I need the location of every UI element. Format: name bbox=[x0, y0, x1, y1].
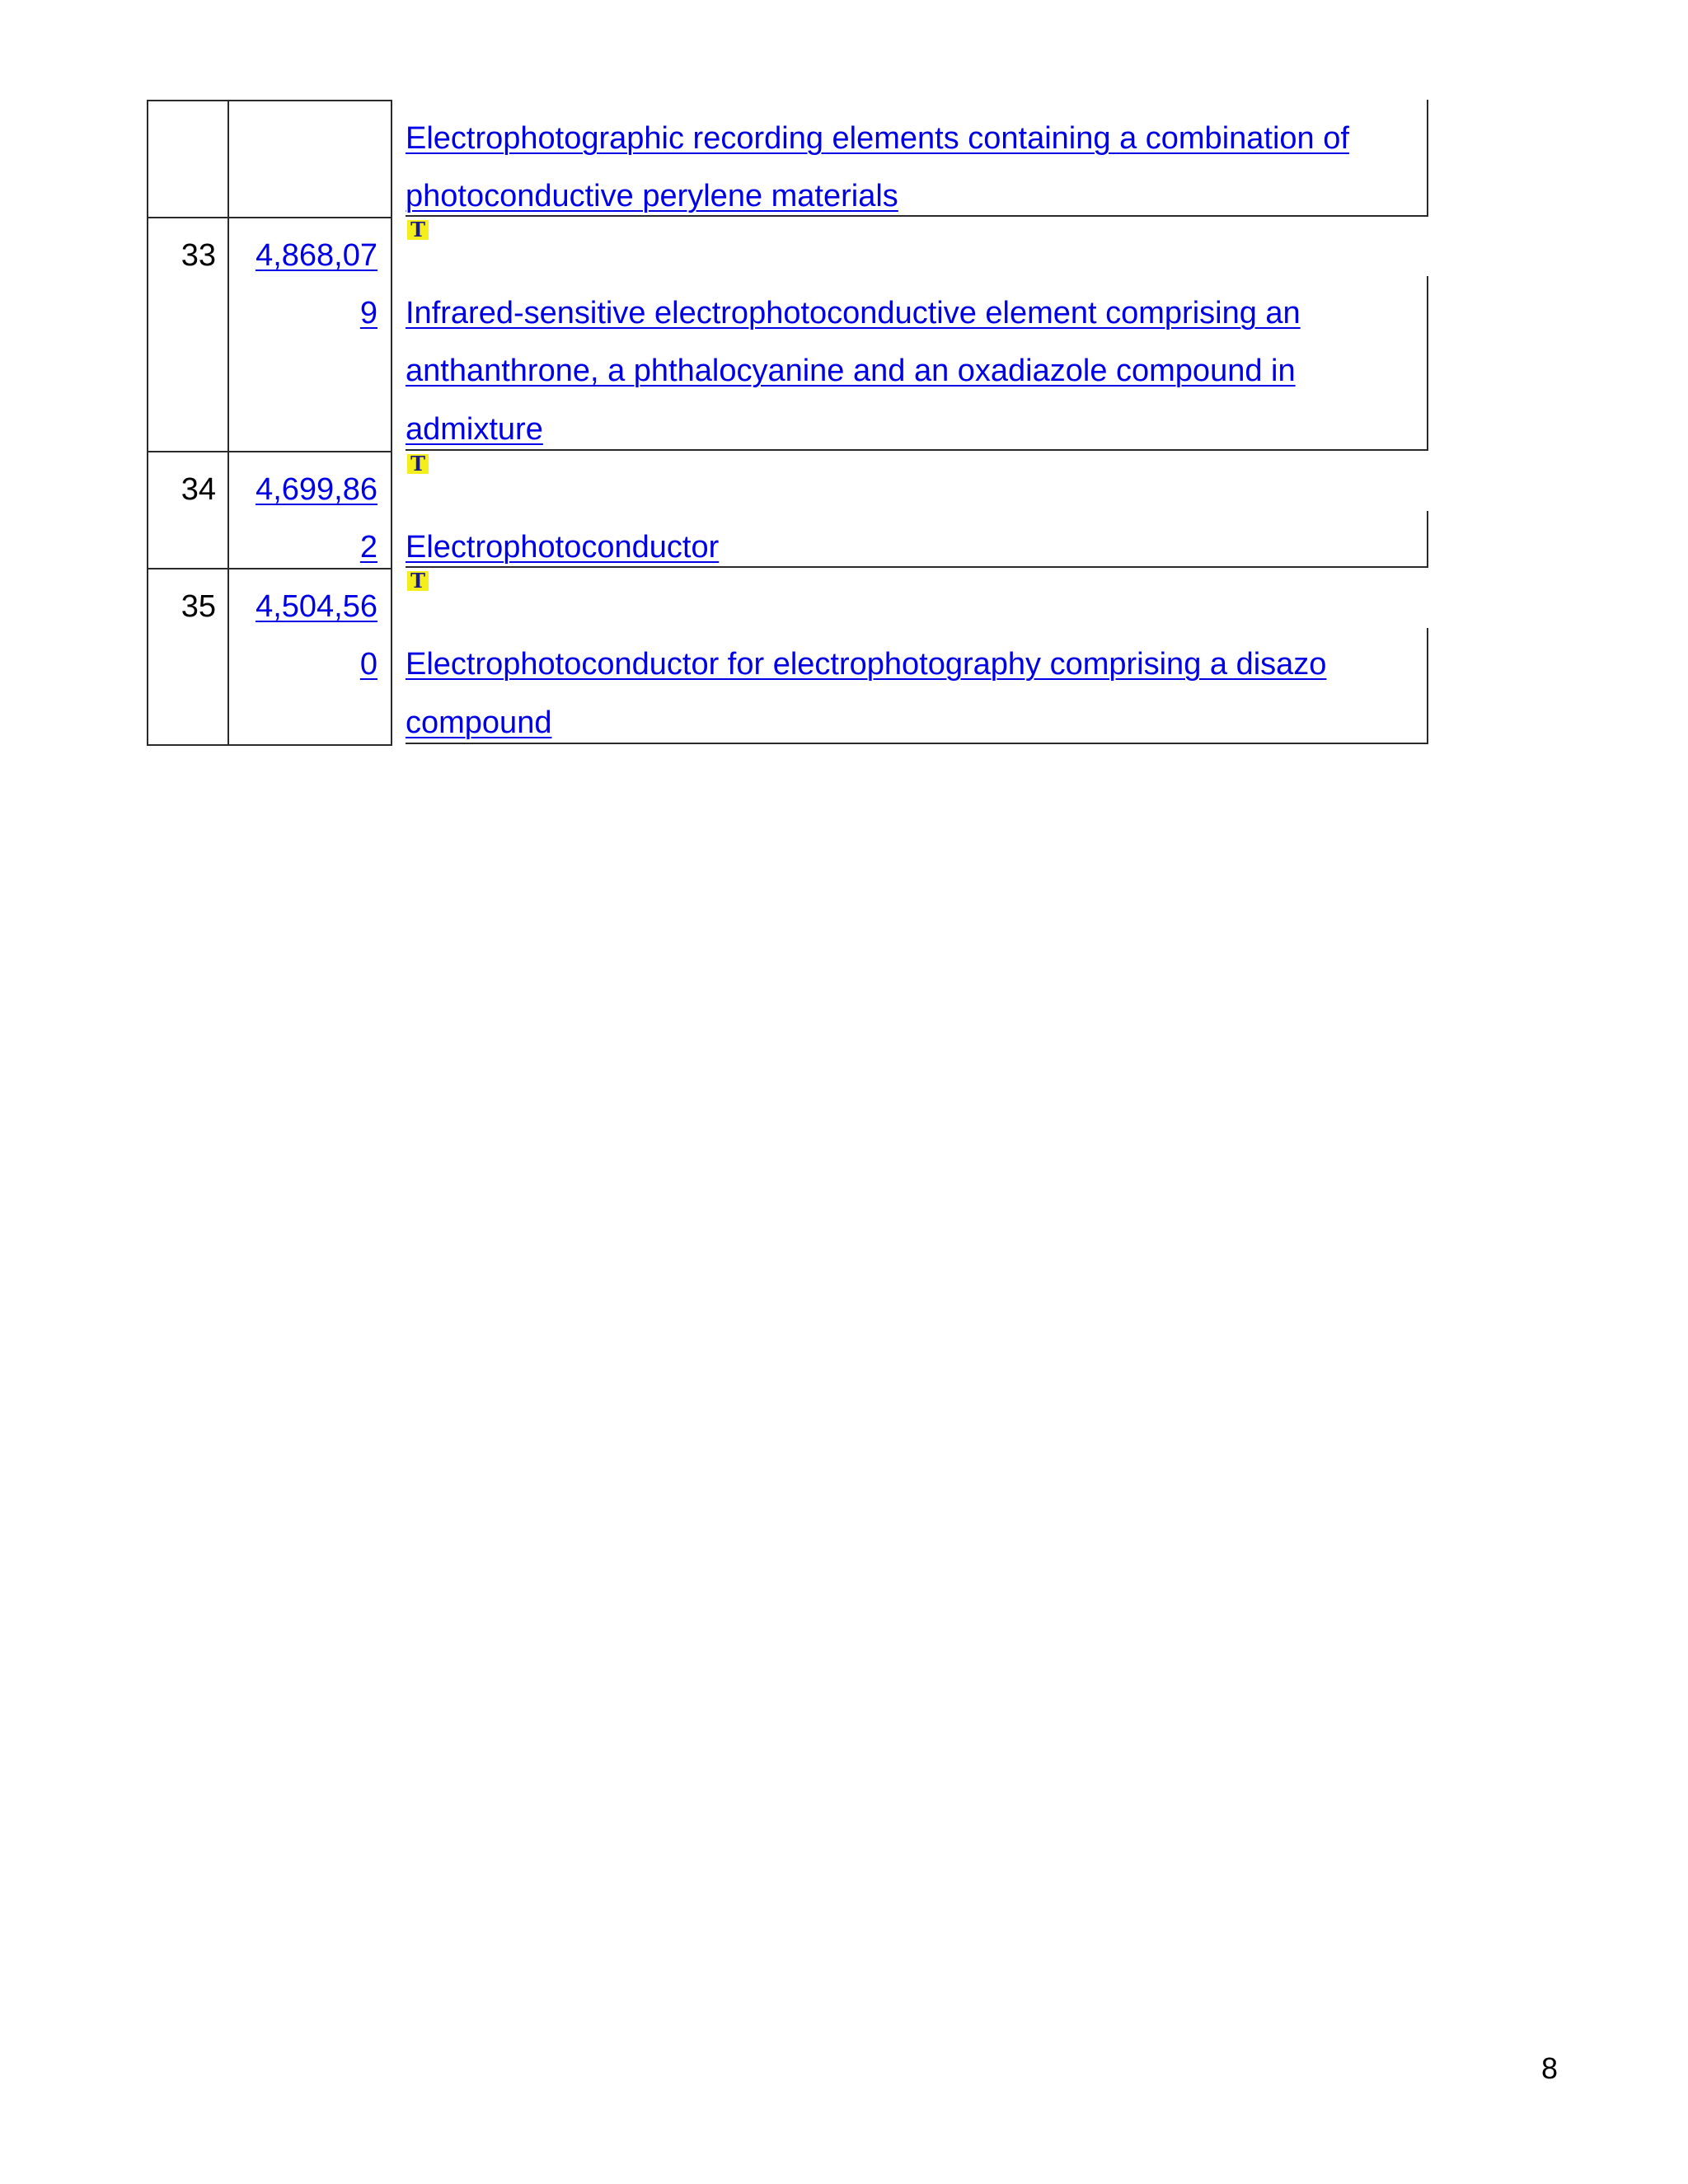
row-number: 33 bbox=[181, 238, 216, 273]
patent-number-link[interactable]: 4,868,07 bbox=[256, 238, 377, 273]
table-border-bottom bbox=[147, 744, 392, 746]
patent-title-link[interactable]: admixture bbox=[406, 412, 543, 447]
title-box-border bbox=[406, 566, 1428, 568]
table-row-divider bbox=[147, 451, 392, 452]
patent-number-link[interactable]: 4,699,86 bbox=[256, 472, 377, 507]
patent-number-link[interactable]: 4,504,56 bbox=[256, 589, 377, 624]
table-row-divider bbox=[147, 568, 392, 569]
text-badge-icon[interactable]: T bbox=[407, 571, 429, 591]
patent-title-link[interactable]: compound bbox=[406, 705, 552, 740]
title-box-border bbox=[1427, 276, 1428, 451]
text-badge-icon[interactable]: T bbox=[407, 454, 429, 474]
patent-title-link[interactable]: Infrared-sensitive electrophotoconductive element comprising an bbox=[406, 296, 1301, 330]
table-border-left bbox=[147, 100, 148, 745]
patent-title-link[interactable]: Electrophotoconductor bbox=[406, 530, 720, 565]
patent-title-link[interactable]: Electrophotographic recording elements containing a combination of bbox=[406, 121, 1349, 156]
title-box-border bbox=[1427, 511, 1428, 568]
row-number: 34 bbox=[181, 472, 216, 507]
text-badge-icon[interactable]: T bbox=[407, 220, 429, 240]
row-number: 35 bbox=[181, 589, 216, 624]
title-box-border bbox=[406, 449, 1428, 451]
title-box-border bbox=[406, 215, 1428, 217]
patent-title-link[interactable]: photoconductive perylene materials bbox=[406, 179, 898, 213]
patent-number-link[interactable]: 0 bbox=[359, 647, 377, 682]
title-box-border bbox=[406, 743, 1428, 744]
patent-number-link[interactable]: 9 bbox=[359, 296, 377, 330]
title-box-border bbox=[1427, 100, 1428, 217]
table-border-top bbox=[147, 100, 392, 101]
table-border-col1 bbox=[227, 100, 229, 745]
table-border-col2 bbox=[391, 100, 392, 745]
patent-title-link[interactable]: anthanthrone, a phthalocyanine and an oxadiazole compound in bbox=[406, 354, 1296, 388]
title-box-border bbox=[1427, 628, 1428, 744]
patent-number-link[interactable]: 2 bbox=[359, 530, 377, 565]
table-row-divider bbox=[147, 217, 392, 218]
patent-title-link[interactable]: Electrophotoconductor for electrophotography comprising a disazo bbox=[406, 647, 1327, 682]
page-number: 8 bbox=[1540, 2051, 1558, 2085]
